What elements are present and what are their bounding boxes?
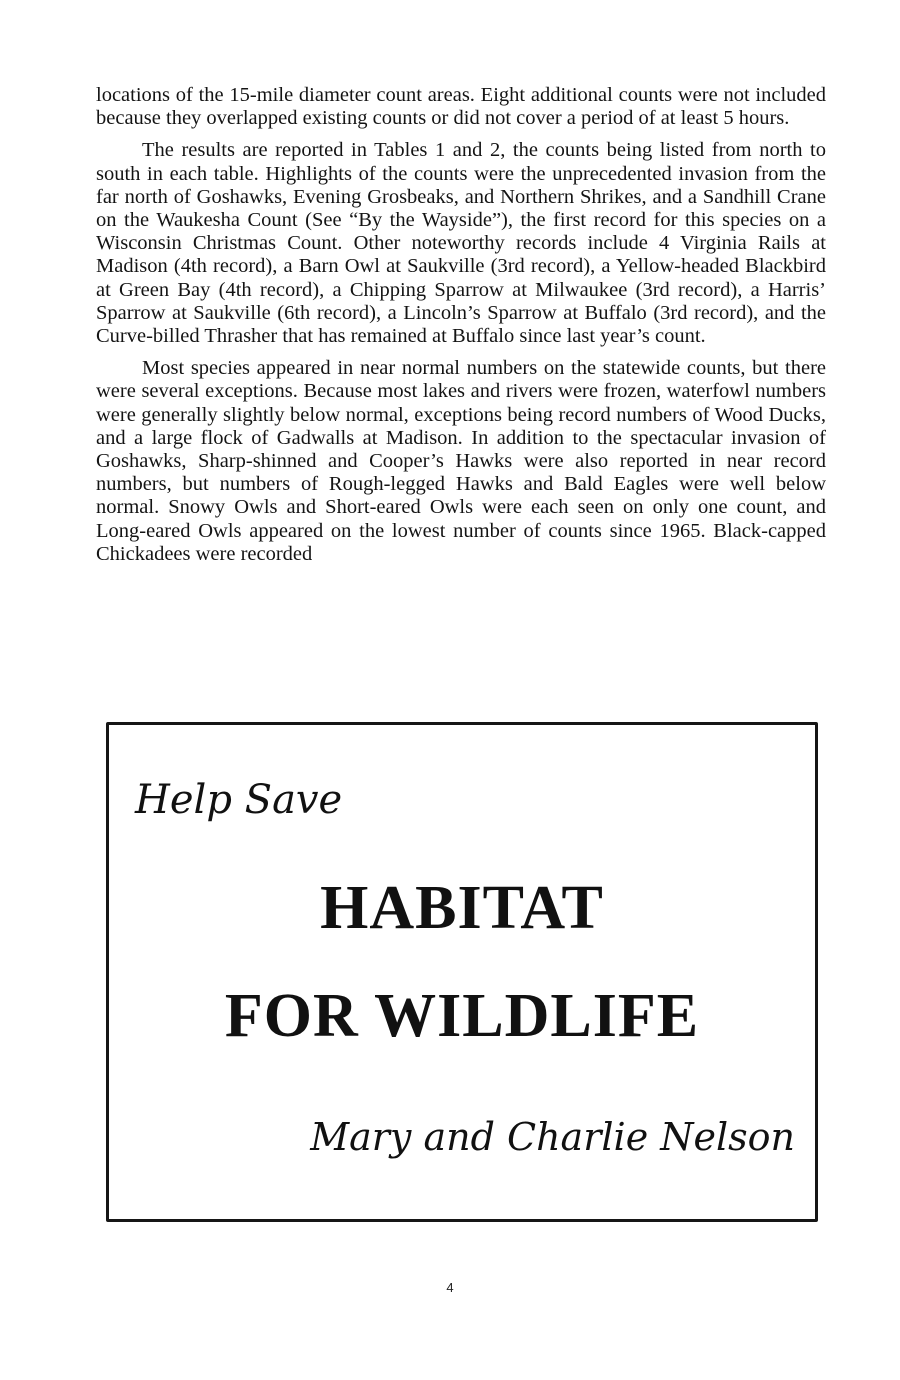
advertisement-box — [106, 722, 818, 1222]
article-paragraph-3: Most species appeared in near normal numbers on the statewide counts, but there were several exceptions. Because most lakes and rivers were frozen, waterfowl numbers were generally slightly below normal, exceptions being record numbers of Wood Ducks, and a large flock of Gadwalls at Madison. In addition to the spectacular invasion of Goshawks, Sharp-shinned and Cooper’s Hawks were also reported in near record numbers, but numbers of Rough-legged Hawks and Bald Eagles were well below normal. Snowy Owls and Short-eared Owls were each seen on only one count, and Long-eared Owls appeared on the lowest number of counts since 1965. Black-capped Chickadees were recorded — [96, 357, 826, 565]
page-number: 4 — [446, 1280, 454, 1295]
ad-headline-line-2: FOR WILDLIFE — [224, 982, 700, 1050]
ad-sponsor: Mary and Charlie Nelson — [310, 1115, 795, 1159]
article-paragraph-2: The results are reported in Tables 1 and 2, the counts being listed from north to south in each table. Highlights of the counts were the unprecedented invasion from the far north of Goshawks, Evening Grosbeaks, and Northern Shrikes, and a Sandhill Crane on the Waukesha Count (See “By the Wayside”), the first record for this species on a Wisconsin Christmas Count. Other noteworthy records include 4 Virginia Rails at Madison (4th record), a Barn Owl at Saukville (3rd record), a Yellow-headed Blackbird at Green Bay (4th record), a Chipping Sparrow at Milwaukee (3rd record), a Harris’ Sparrow at Saukville (6th record), a Lincoln’s Sparrow at Buffalo (3rd record), and the Curve-billed Thrasher that has remained at Buffalo since last year’s count. — [96, 139, 826, 348]
article-paragraph-1: locations of the 15-mile diameter count areas. Eight additional counts were not included because they overlapped existing counts or did not cover a period of at least 5 hours. — [96, 84, 826, 130]
ad-headline-line-1: HABITAT — [320, 874, 604, 942]
ad-tagline: Help Save — [135, 777, 343, 823]
article-body — [96, 84, 826, 575]
